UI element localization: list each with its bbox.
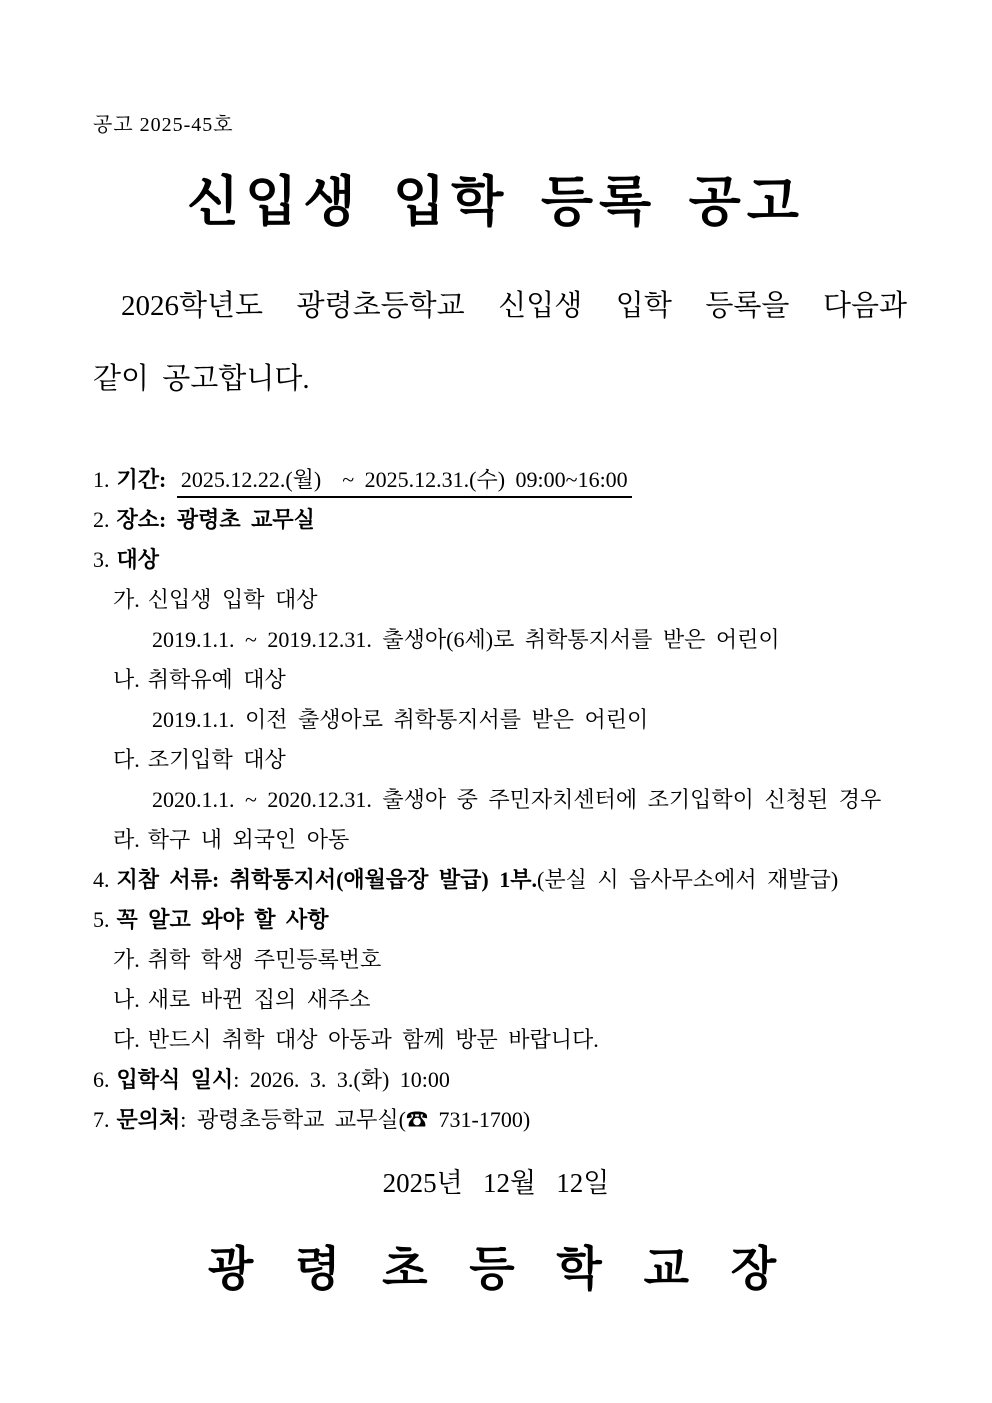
item-number: 1.: [93, 467, 110, 492]
list-item-ceremony: [93, 1060, 962, 1100]
item-number: 6.: [93, 1067, 110, 1092]
item-number: 5.: [93, 907, 110, 932]
item-label: 꼭 알고 와야 할 사항: [116, 907, 329, 932]
sub-marker: 다.: [113, 747, 140, 772]
item-label: 지참 서류: 취학통지서(애월읍장 발급) 1부.: [116, 867, 538, 892]
detail-text: 2020.1.1. ~ 2020.12.31. 출생아 중 주민자치센터에 조기입학이 신청된 경우: [152, 787, 882, 812]
notice-number: 공고 2025-45호: [93, 114, 234, 136]
sub-marker: 라.: [113, 827, 140, 852]
list-item-reminders: [93, 900, 962, 940]
intro-paragraph: [93, 270, 907, 416]
sub-marker: 가.: [113, 587, 140, 612]
sub-marker: 가.: [113, 947, 140, 972]
sub-item-detail: [93, 780, 962, 820]
sub-item: [93, 820, 962, 860]
sub-item: [93, 660, 962, 700]
item-number: 3.: [93, 547, 110, 572]
list-item-contact: [93, 1100, 962, 1140]
sub-marker: 나.: [113, 667, 140, 692]
item-label: 대상: [116, 547, 160, 572]
detail-text: 2019.1.1. ~ 2019.12.31. 출생아(6세)로 취학통지서를 받은 어린이: [152, 627, 780, 652]
sub-item: [93, 580, 962, 620]
item-label: 장소: 광령초 교무실: [116, 507, 315, 532]
period-value: 2025.12.22.(월) ~ 2025.12.31.(수) 09:00~16:00: [177, 465, 632, 498]
sub-text: 조기입학 대상: [147, 747, 286, 772]
item-value: (분실 시 읍사무소에서 재발급): [537, 867, 839, 892]
page-title: 신입생 입학 등록 공고: [187, 172, 805, 232]
item-label: 문의처: [116, 1107, 181, 1132]
item-number: 7.: [93, 1107, 110, 1132]
sub-item: [93, 940, 962, 980]
list-item-period: [93, 460, 962, 500]
item-value: : 2026. 3. 3.(화) 10:00: [233, 1067, 450, 1092]
sub-marker: 나.: [113, 987, 140, 1012]
detail-text: 2019.1.1. 이전 출생아로 취학통지서를 받은 어린이: [152, 707, 649, 732]
intro-line-1: 2026학년도 광령초등학교 신입생 입학 등록을 다음과: [121, 290, 907, 322]
sub-item: [93, 740, 962, 780]
sub-text: 취학유예 대상: [147, 667, 286, 692]
sub-item-detail: [93, 620, 962, 660]
intro-line-2: 같이 공고합니다.: [93, 363, 310, 395]
list-item-place: [93, 500, 962, 540]
phone-icon: ☎: [405, 1107, 428, 1132]
sub-marker: 다.: [113, 1027, 140, 1052]
sub-text: 취학 학생 주민등록번호: [147, 947, 382, 972]
sub-item-detail: [93, 700, 962, 740]
sub-text: 학구 내 외국인 아동: [147, 827, 350, 852]
notice-list: [93, 460, 962, 1140]
item-value: 731-1700): [428, 1107, 531, 1132]
list-item-documents: [93, 860, 962, 900]
sub-text: 신입생 입학 대상: [147, 587, 318, 612]
announcement-date: 2025년 12월 12일: [382, 1168, 610, 1198]
list-item-target: [93, 540, 962, 580]
item-number: 4.: [93, 867, 110, 892]
item-label: 입학식 일시: [116, 1067, 234, 1092]
sub-text: 반드시 취학 대상 아동과 함께 방문 바랍니다.: [147, 1027, 599, 1052]
item-label: 기간:: [116, 467, 167, 492]
sub-item: [93, 1020, 962, 1060]
sub-text: 새로 바뀐 집의 새주소: [147, 987, 371, 1012]
item-value: : 광령초등학교 교무실(: [180, 1107, 406, 1132]
item-number: 2.: [93, 507, 110, 532]
principal-signature: 광 령 초 등 학 교 장: [207, 1244, 785, 1296]
sub-item: [93, 980, 962, 1020]
